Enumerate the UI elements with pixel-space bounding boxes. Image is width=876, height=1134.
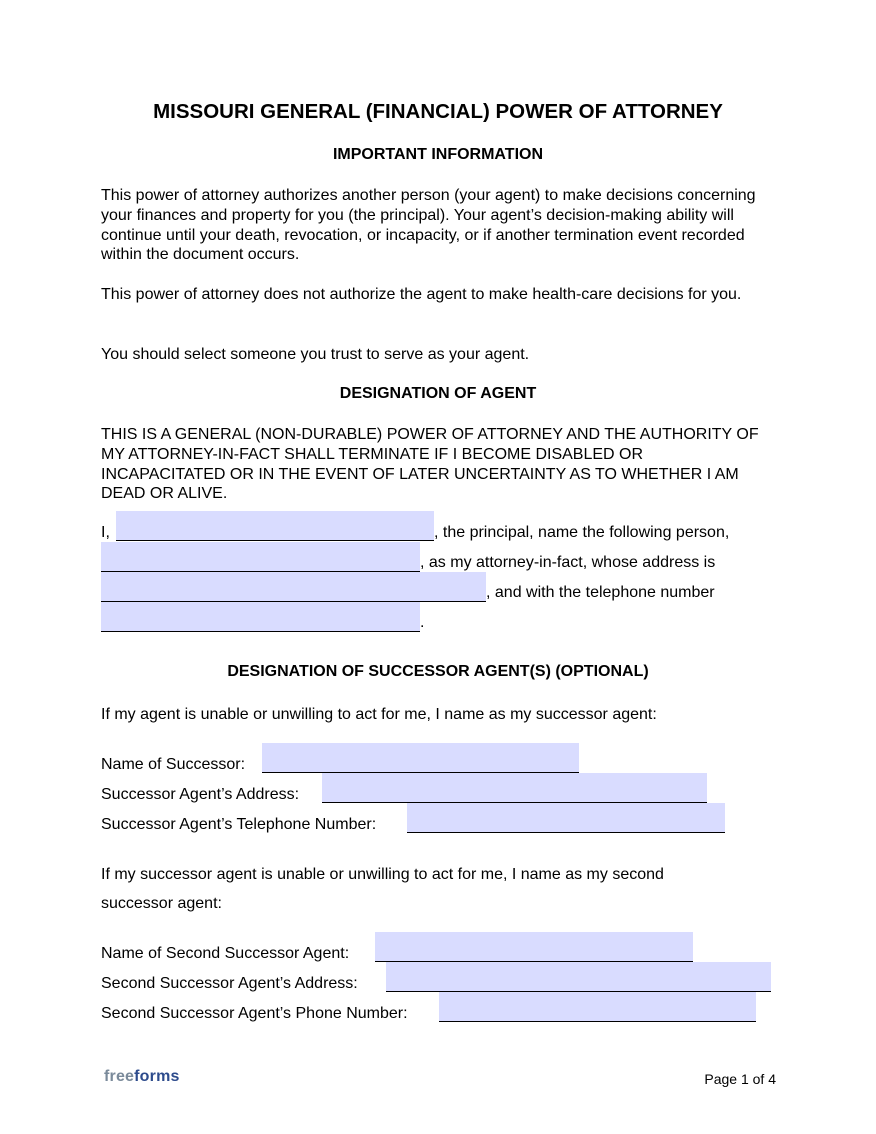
principal-name-field[interactable]	[116, 511, 434, 541]
logo-free-text: free	[104, 1068, 135, 1085]
designation-heading: DESIGNATION OF AGENT	[339, 385, 537, 402]
agent-address-suffix: , and with the telephone number	[486, 584, 715, 601]
important-info-paragraph-1: This power of attorney authorizes another person (your agent) to make decisions concerning your finances and property for you (the principal). Your agent’s decision-making ability will continue until your death, revocation, or incapacity, or if another termination event recorded within the document occurs.	[101, 187, 756, 264]
successor-phone-label: Successor Agent’s Telephone Number:	[101, 816, 377, 833]
second-successor-phone-label: Second Successor Agent’s Phone Number:	[101, 1005, 408, 1022]
agent-name-field[interactable]	[101, 542, 420, 572]
page-number: Page 1 of 4	[704, 1071, 776, 1087]
second-successor-name-label: Name of Second Successor Agent:	[101, 945, 350, 962]
successor-heading: DESIGNATION OF SUCCESSOR AGENT(S) (OPTIONAL)	[227, 663, 649, 680]
second-successor-intro-line-2: successor agent:	[101, 895, 222, 912]
second-successor-name-field[interactable]	[375, 932, 693, 962]
principal-prefix: I,	[101, 524, 110, 541]
agent-phone-suffix: .	[420, 614, 425, 631]
important-info-paragraph-2: This power of attorney does not authorize the agent to make health-care decisions for you.	[101, 286, 742, 303]
document-title: MISSOURI GENERAL (FINANCIAL) POWER OF ATTORNEY	[153, 100, 723, 123]
second-successor-address-label: Second Successor Agent’s Address:	[101, 975, 358, 992]
successor-name-field[interactable]	[262, 743, 579, 773]
second-successor-intro-line-1: If my successor agent is unable or unwilling to act for me, I name as my second	[101, 866, 664, 883]
freeforms-logo	[104, 1068, 180, 1086]
logo-forms-text: forms	[134, 1068, 180, 1085]
designation-caps-paragraph: THIS IS A GENERAL (NON-DURABLE) POWER OF ATTORNEY AND THE AUTHORITY OF MY ATTORNEY-IN-FACT SHALL TERMINATE IF I BECOME DISABLED OR INCAPACITATED OR IN THE EVENT OF LATER UNCERTAINTY AS TO WHETHER I AM DEAD OR ALIVE.	[101, 426, 759, 503]
agent-phone-field[interactable]	[101, 602, 420, 632]
successor-phone-field[interactable]	[407, 803, 725, 833]
agent-address-field[interactable]	[101, 572, 486, 602]
successor-intro: If my agent is unable or unwilling to act for me, I name as my successor agent:	[101, 706, 657, 723]
successor-name-label: Name of Successor:	[101, 756, 246, 773]
important-info-heading: IMPORTANT INFORMATION	[332, 146, 544, 163]
successor-address-field[interactable]	[322, 773, 707, 803]
important-info-paragraph-3: You should select someone you trust to serve as your agent.	[101, 346, 530, 363]
successor-address-label: Successor Agent’s Address:	[101, 786, 300, 803]
principal-suffix: , the principal, name the following person,	[434, 524, 730, 541]
second-successor-address-field[interactable]	[386, 962, 771, 992]
agent-name-suffix: , as my attorney-in-fact, whose address is	[420, 554, 716, 571]
second-successor-phone-field[interactable]	[439, 992, 756, 1022]
